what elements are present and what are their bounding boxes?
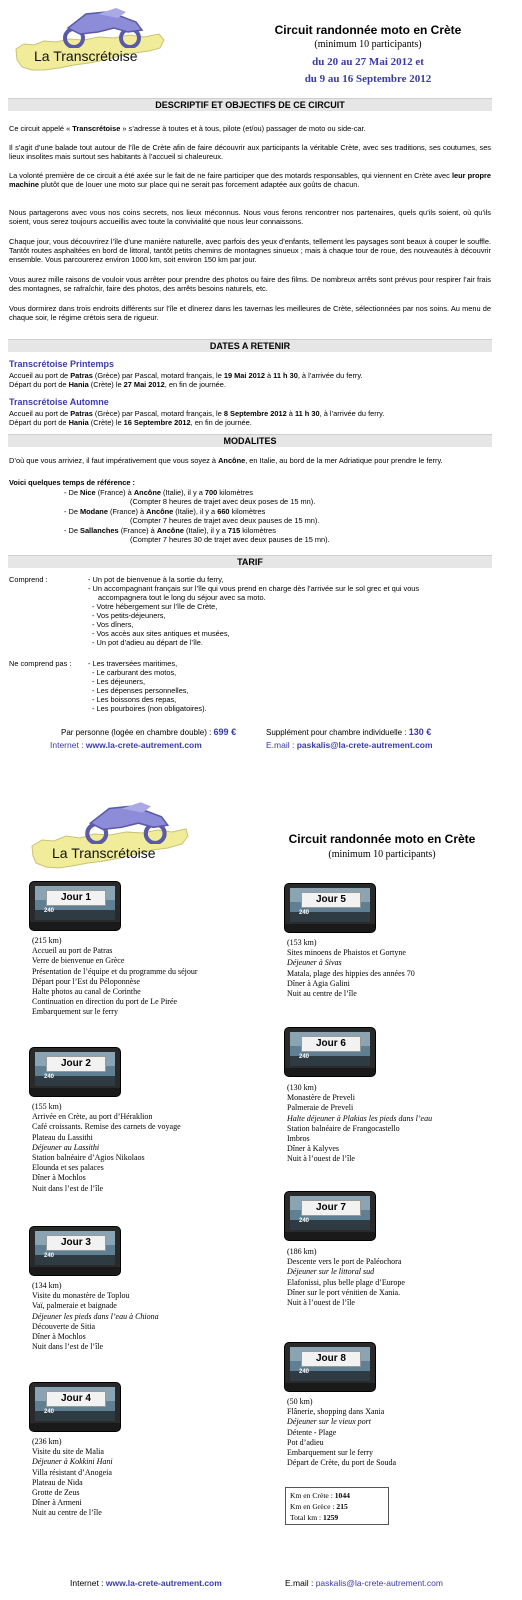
- text-bold: 19 Mai 2012: [223, 371, 265, 380]
- section-header-dates: DATES A RETENIR: [8, 339, 492, 352]
- logo: [14, 4, 166, 74]
- comprend-item: accompagnera tout le long du séjour avec sa moto.: [98, 593, 266, 602]
- text: Ce circuit appelé «: [9, 124, 73, 133]
- text: (Grèce) par Pascal, motard français, le: [92, 409, 224, 418]
- text: (France) à: [118, 526, 157, 535]
- text: , en fin de journée.: [164, 380, 226, 389]
- route-sallanches: [64, 526, 276, 535]
- gps-device-icon: [285, 1192, 375, 1240]
- itinerary-line: Découverte de Sitia: [32, 1321, 96, 1331]
- day-itinerary: [32, 1102, 181, 1194]
- text: Départ du port de: [9, 418, 69, 427]
- itinerary-line: Embarquement sur le ferry: [287, 1448, 373, 1458]
- itinerary-line: Station balnéaire de Frangocastello: [287, 1123, 400, 1133]
- day-distance: (50 km): [287, 1397, 313, 1406]
- route-sallanches-note: (Compter 7 heures 30 de trajet avec deux pauses de 15 mn).: [130, 535, 330, 544]
- day-label: Jour 4: [46, 1391, 106, 1407]
- day-itinerary: [32, 936, 198, 1018]
- section-header-tarif: TARIF: [8, 555, 492, 568]
- itinerary-line: Plateau du Lassithi: [32, 1132, 93, 1142]
- value: 1259: [323, 1513, 339, 1522]
- itinerary-line: Vaï, palmeraie et baignade: [32, 1301, 117, 1311]
- day-itinerary: [32, 1437, 113, 1519]
- price-value: 130 €: [408, 727, 432, 737]
- text: Km en Grèce :: [290, 1502, 337, 1511]
- itinerary-line: Départ pour l’Est du Péloponnèse: [32, 976, 140, 986]
- itinerary-line: Verre de bienvenue en Grèce: [32, 956, 125, 966]
- text: Accueil au port de: [9, 409, 71, 418]
- itinerary-line: Grotte de Zeus: [32, 1488, 80, 1498]
- text-bold: 8 Septembre 2012: [223, 409, 287, 418]
- itinerary-line: Nuit dans l’est de l’île: [32, 1342, 104, 1352]
- spring-line-2: [9, 380, 226, 389]
- desc-paragraph-3: [9, 171, 491, 189]
- day-itinerary: [287, 938, 415, 999]
- gps-base: [30, 1267, 120, 1275]
- text-bold: Voici quelques temps de référence :: [9, 478, 135, 487]
- ne-comprend-item: - Les déjeuners,: [92, 677, 145, 686]
- comprend-item: - Un accompagnant français sur l’île qui vous prend en charge dès l’arrivée sur le sol grec et qui vous: [88, 584, 420, 593]
- motorcycle-icon: [58, 4, 148, 48]
- itinerary-line: Matala, plage des hippies des années 70: [287, 968, 415, 978]
- itinerary-line: Déjeuner sur le littoral sud: [287, 1267, 375, 1277]
- gps-km: 240: [44, 1074, 55, 1080]
- itinerary-line: Halte photos au canal de Corinthe: [32, 987, 141, 997]
- text-bold: 715: [227, 526, 241, 535]
- itinerary-line: Descente vers le port de Paléochora: [287, 1257, 402, 1267]
- gps-base: [285, 924, 375, 932]
- text: (France) à: [95, 488, 134, 497]
- text: Total km :: [290, 1513, 324, 1522]
- text: - De: [64, 526, 81, 535]
- day-itinerary: [287, 1397, 396, 1468]
- text-bold: Ancône: [133, 488, 161, 497]
- comprend-item: - Vos accès aux sites antiques et musées,: [92, 629, 230, 638]
- page2-subtitle: (minimum 10 participants): [328, 849, 436, 860]
- itinerary-line: Embarquement sur le ferry: [32, 1007, 118, 1017]
- gps-device-icon: [285, 1028, 375, 1076]
- text: D’où que vous arriviez, il faut impérativement que vous soyez à: [9, 456, 219, 465]
- text: E.mail :: [266, 740, 297, 750]
- page2-title: Circuit randonnée moto en Crète: [288, 832, 476, 846]
- text: Départ du port de: [9, 380, 69, 389]
- text: - De: [64, 507, 81, 516]
- itinerary-line: Dîner à Mochlos: [32, 1173, 86, 1183]
- text-bold: Hania: [68, 418, 89, 427]
- email-link[interactable]: paskalis@la-crete-autrement.com: [315, 1578, 443, 1588]
- day-itinerary: [287, 1247, 405, 1308]
- itinerary-line: Arrivée en Crète, au port d’Héraklion: [32, 1112, 153, 1122]
- gps-base: [285, 1068, 375, 1076]
- logo-text: La Transcrétoise: [52, 845, 156, 861]
- route-modane: [64, 507, 265, 516]
- spring-title: Transcrétoise Printemps: [9, 359, 115, 369]
- text: Supplément pour chambre individuelle :: [266, 728, 409, 737]
- day-distance: (215 km): [32, 936, 62, 945]
- itinerary-line: Sites minoens de Phaistos et Gortyne: [287, 948, 406, 958]
- email-link[interactable]: paskalis@la-crete-autrement.com: [296, 740, 433, 750]
- text-bold: 16 Septembre 2012: [123, 418, 191, 427]
- itinerary-line: Dîner à Armeni: [32, 1498, 82, 1508]
- itinerary-line: Détente - Plage: [287, 1427, 337, 1437]
- day-label: Jour 2: [46, 1056, 106, 1072]
- text: (Italie), il y a: [160, 488, 205, 497]
- comprend-item: - Votre hébergement sur l’île de Crète,: [92, 602, 218, 611]
- itinerary-line: Continuation en direction du port de Le Pirée: [32, 997, 178, 1007]
- gps-base: [285, 1232, 375, 1240]
- itinerary-line: Nuit dans l’est de l’île: [32, 1183, 104, 1193]
- autumn-line-1: [9, 409, 384, 418]
- text: Accueil au port de: [9, 371, 71, 380]
- gps-km: 240: [299, 910, 310, 916]
- day-label: Jour 8: [301, 1351, 361, 1367]
- gps-km: 240: [44, 908, 55, 914]
- day-label: Jour 7: [301, 1200, 361, 1216]
- text: Internet :: [70, 1578, 106, 1588]
- gps-km: 240: [299, 1218, 310, 1224]
- day-label: Jour 6: [301, 1036, 361, 1052]
- email-line: [285, 1578, 443, 1588]
- desc-paragraph-1: [9, 124, 491, 133]
- gps-device-icon: [30, 1383, 120, 1431]
- modalites-ref: [9, 478, 135, 487]
- day-distance: (155 km): [32, 1102, 62, 1111]
- day-distance: (134 km): [32, 1281, 62, 1290]
- day-distance: (236 km): [32, 1437, 62, 1446]
- itinerary-line: Dîner à Mochlos: [32, 1332, 86, 1342]
- text: La volonté première de ce circuit a été axée sur le fait de ne faire participer que des motards responsables, qui viennent en Crète avec: [9, 171, 452, 180]
- itinerary-line: Déjeuner à Sivas: [287, 958, 342, 968]
- itinerary-line: Dîner à Kalyves: [287, 1144, 339, 1154]
- itinerary-line: Déjeuner à Kokkini Hani: [32, 1457, 113, 1467]
- modalites-intro: [9, 456, 491, 465]
- desc-paragraph-2: Il s’agit d’une balade tout autour de l’île de Crète afin de faire découvrir aux participants la véritable Crète, avec ses traditions, ses coutumes, ses lieux insolites mais surtout ses habitants à l’accueil si chaleureux.: [9, 143, 491, 161]
- text: E.mail :: [285, 1578, 316, 1588]
- value: 215: [336, 1502, 348, 1511]
- gps-km: 240: [299, 1369, 310, 1375]
- day-itinerary: [32, 1281, 159, 1352]
- comprend-item: - Vos petits-déjeuners,: [92, 611, 166, 620]
- text-bold: Modane: [80, 507, 108, 516]
- text-bold: 11 h 30: [273, 371, 298, 380]
- route-nice-note: (Compter 8 heures de trajet avec deux poses de 15 mn).: [130, 497, 316, 506]
- day-label: Jour 3: [46, 1235, 106, 1251]
- itinerary-line: Visite du monastère de Toplou: [32, 1291, 130, 1301]
- dates-line-1: du 20 au 27 Mai 2012 et: [312, 56, 424, 68]
- gps-device-icon: [30, 1227, 120, 1275]
- gps-device-icon: [30, 1048, 120, 1096]
- gps-device-icon: [285, 1343, 375, 1391]
- itinerary-line: Villa résistant d’Anogeia: [32, 1467, 112, 1477]
- text-bold: Hania: [68, 380, 89, 389]
- itinerary-line: Déjeuner au Lassithi: [32, 1142, 100, 1152]
- text: kilomètres: [217, 488, 253, 497]
- desc-paragraph-6: Vous aurez mille raisons de vouloir vous arrêter pour prendre des photos ou faire des films. De nombreux arrêts sont prévus pour respirer l’air frais des montagnes, se rafraîchir, faire des photos, des arrêts besoins naturels, etc.: [9, 275, 491, 293]
- ne-comprend-item: - Les boissons des repas,: [92, 695, 177, 704]
- text-bold: Patras: [70, 371, 93, 380]
- text-bold: Patras: [70, 409, 93, 418]
- itinerary-line: Nuit au centre de l’île: [32, 1508, 102, 1518]
- text: (Crète) le: [88, 380, 124, 389]
- itinerary-line: Elafonissi, plus belle plage d’Europe: [287, 1277, 405, 1287]
- ne-comprend-item: - Les traversées maritimes,: [88, 659, 178, 668]
- gps-base: [285, 1383, 375, 1391]
- itinerary-line: Dîner à Agia Galini: [287, 978, 350, 988]
- text: à: [264, 371, 274, 380]
- day-label: Jour 5: [301, 892, 361, 908]
- text: Km en Crète :: [290, 1491, 335, 1500]
- text-bold: 27 Mai 2012: [123, 380, 165, 389]
- text: , à l’arrivée du ferry.: [297, 371, 363, 380]
- website-link[interactable]: www.la-crete-autrement.com: [105, 1578, 222, 1588]
- logo: [30, 798, 190, 872]
- itinerary-line: Pot d’adieu: [287, 1437, 324, 1447]
- itinerary-line: Visite du site de Malia: [32, 1447, 104, 1457]
- text: Internet :: [50, 740, 86, 750]
- spring-line-1: [9, 371, 363, 380]
- itinerary-line: Présentation de l’équipe et du programme du séjour: [32, 966, 198, 976]
- day-itinerary: [287, 1083, 432, 1165]
- day-distance: (186 km): [287, 1247, 317, 1256]
- page-subtitle: (minimum 10 participants): [314, 39, 422, 50]
- dates-line-2: du 9 au 16 Septembre 2012: [304, 73, 432, 85]
- gps-base: [30, 1423, 120, 1431]
- section-header-modalites: MODALITES: [8, 434, 492, 447]
- text: plutôt que de louer une moto sur place qui ne serait pas forcement adaptée aux goûts de chacun.: [39, 180, 360, 189]
- text-bold: Transcrétoise: [72, 124, 121, 133]
- price-double: [61, 727, 236, 737]
- text: - De: [64, 488, 81, 497]
- itinerary-line: Monastère de Preveli: [287, 1093, 355, 1103]
- text-bold: leur propre machine: [9, 171, 492, 189]
- gps-km: 240: [44, 1409, 55, 1415]
- comprend-label: Comprend :: [9, 575, 48, 584]
- itinerary-line: Café croissants. Remise des carnets de voyage: [32, 1122, 181, 1132]
- gps-device-icon: [30, 882, 120, 930]
- text: (France) à: [107, 507, 147, 516]
- text-bold: Ancône: [218, 456, 246, 465]
- gps-base: [30, 1088, 120, 1096]
- internet-line: [50, 740, 202, 750]
- itinerary-line: Halte déjeuner à Plakias les pieds dans l’eau: [287, 1113, 433, 1123]
- itinerary-line: Plateau de Nida: [32, 1477, 83, 1487]
- itinerary-line: Déjeuner sur le vieux port: [287, 1417, 371, 1427]
- website-link[interactable]: www.la-crete-autrement.com: [85, 740, 202, 750]
- itinerary-line: Déjeuner les pieds dans l’eau à Chiona: [32, 1311, 159, 1321]
- itinerary-line: Station balnéaire d’Agios Nikolaos: [32, 1153, 145, 1163]
- text-bold: Ancône: [156, 526, 184, 535]
- total-km: [290, 1512, 384, 1523]
- text: , à l’arrivée du ferry.: [319, 409, 385, 418]
- ne-comprend-item: - Les dépenses personnelles,: [92, 686, 189, 695]
- total-grece: [290, 1501, 384, 1512]
- itinerary-line: Dîner sur le port vénitien de Xania.: [287, 1287, 401, 1297]
- totals-box: [285, 1487, 389, 1525]
- gps-km: 240: [44, 1253, 55, 1259]
- desc-paragraph-7: Vous dormirez dans trois endroits différents sur l’île et dînerez dans les tavernas les meilleures de Crète, sélectionnées par nos soins. Au menu de chaque soir, le régime crétois sera de rigueur.: [9, 304, 491, 322]
- text: , en fin de journée.: [190, 418, 252, 427]
- itinerary-line: Flânerie, shopping dans Xania: [287, 1407, 385, 1417]
- text-bold: Nice: [80, 488, 96, 497]
- itinerary-line: Imbros: [287, 1134, 310, 1144]
- day-label: Jour 1: [46, 890, 106, 906]
- gps-device-icon: [285, 884, 375, 932]
- gps-base: [30, 922, 120, 930]
- itinerary-line: Nuit à l’ouest de l’île: [287, 1154, 355, 1164]
- autumn-line-2: [9, 418, 252, 427]
- text-bold: Ancône: [146, 507, 174, 516]
- motorcycle-icon: [80, 798, 174, 844]
- text-bold: 660: [217, 507, 230, 516]
- text: kilomètres: [229, 507, 266, 516]
- itinerary-line: Nuit au centre de l’île: [287, 989, 357, 999]
- total-crete: [290, 1490, 384, 1501]
- day-distance: (130 km): [287, 1083, 317, 1092]
- internet-line: [70, 1578, 222, 1588]
- itinerary-line: Nuit à l’ouest de l’île: [287, 1298, 355, 1308]
- ne-comprend-item: - Le carburant des motos,: [92, 668, 177, 677]
- autumn-title: Transcrétoise Automne: [9, 397, 109, 407]
- route-nice: [64, 488, 253, 497]
- text-bold: 700: [204, 488, 218, 497]
- logo-text: La Transcrétoise: [34, 48, 138, 64]
- text: kilomètres: [240, 526, 276, 535]
- itinerary-line: Elounda et ses palaces: [32, 1163, 104, 1173]
- text: (Grèce) par Pascal, motard français, le: [92, 371, 224, 380]
- ne-comprend-label: Ne comprend pas :: [9, 659, 72, 668]
- text-bold: Sallanches: [80, 526, 119, 535]
- section-header-descriptif: DESCRIPTIF ET OBJECTIFS DE CE CIRCUIT: [8, 98, 492, 111]
- itinerary-line: Palmeraie de Preveli: [287, 1103, 354, 1113]
- comprend-item: - Vos dîners,: [92, 620, 134, 629]
- price-value: 699 €: [213, 727, 237, 737]
- text: (Crète) le: [88, 418, 124, 427]
- desc-paragraph-4: Nous partagerons avec vous nos coins secrets, nos lieux méconnus. Nous vous ferons rencontrer nos partenaires, quels qu’ils soient, où qu’ils soient, vous serez toujours accueillis avec toute la convivialité que nous leur connaissons.: [9, 208, 491, 226]
- text: (Italie), il y a: [173, 507, 218, 516]
- itinerary-line: Départ de Crète, du port de Souda: [287, 1458, 397, 1468]
- price-single: [266, 727, 431, 737]
- text-bold: 11 h 30: [294, 409, 320, 418]
- text: Par personne (logée en chambre double) :: [61, 728, 214, 737]
- route-modane-note: (Compter 7 heures de trajet avec deux pauses de 15 mn).: [130, 516, 320, 525]
- gps-km: 240: [299, 1054, 310, 1060]
- email-line: [266, 740, 433, 750]
- day-distance: (153 km): [287, 938, 317, 947]
- desc-paragraph-5: Chaque jour, vous découvrirez l’île d’une manière naturelle, avec parfois des yeux d’enfants, tellement les paysages sont beaux à couper le souffle. Tantôt routes asphaltées en bord de littoral, tantôt petits chemins de montagnes sinueux ; mais à chaque tour de roue, des nouveautés à découvrir ensemble. Vous parcourerez environ 1000 km, soit environ 150 km par jour.: [9, 237, 491, 264]
- page-title: Circuit randonnée moto en Crète: [274, 23, 462, 37]
- value: 1044: [334, 1491, 350, 1500]
- comprend-item: - Un pot de bienvenue à la sortie du ferry,: [88, 575, 224, 584]
- comprend-item: - Un pot d’adieu au départ de l’île.: [92, 638, 203, 647]
- ne-comprend-item: - Les pourboires (non obligatoires).: [92, 704, 207, 713]
- text: » s’adresse à toutes et à tous, pilote (et/ou) passager de moto ou side-car.: [120, 124, 366, 133]
- itinerary-line: Accueil au port de Patras: [32, 946, 113, 956]
- text: , en Italie, au bord de la mer Adriatique pour prendre le ferry.: [245, 456, 443, 465]
- text: à: [286, 409, 295, 418]
- text: (Italie), il y a: [183, 526, 228, 535]
